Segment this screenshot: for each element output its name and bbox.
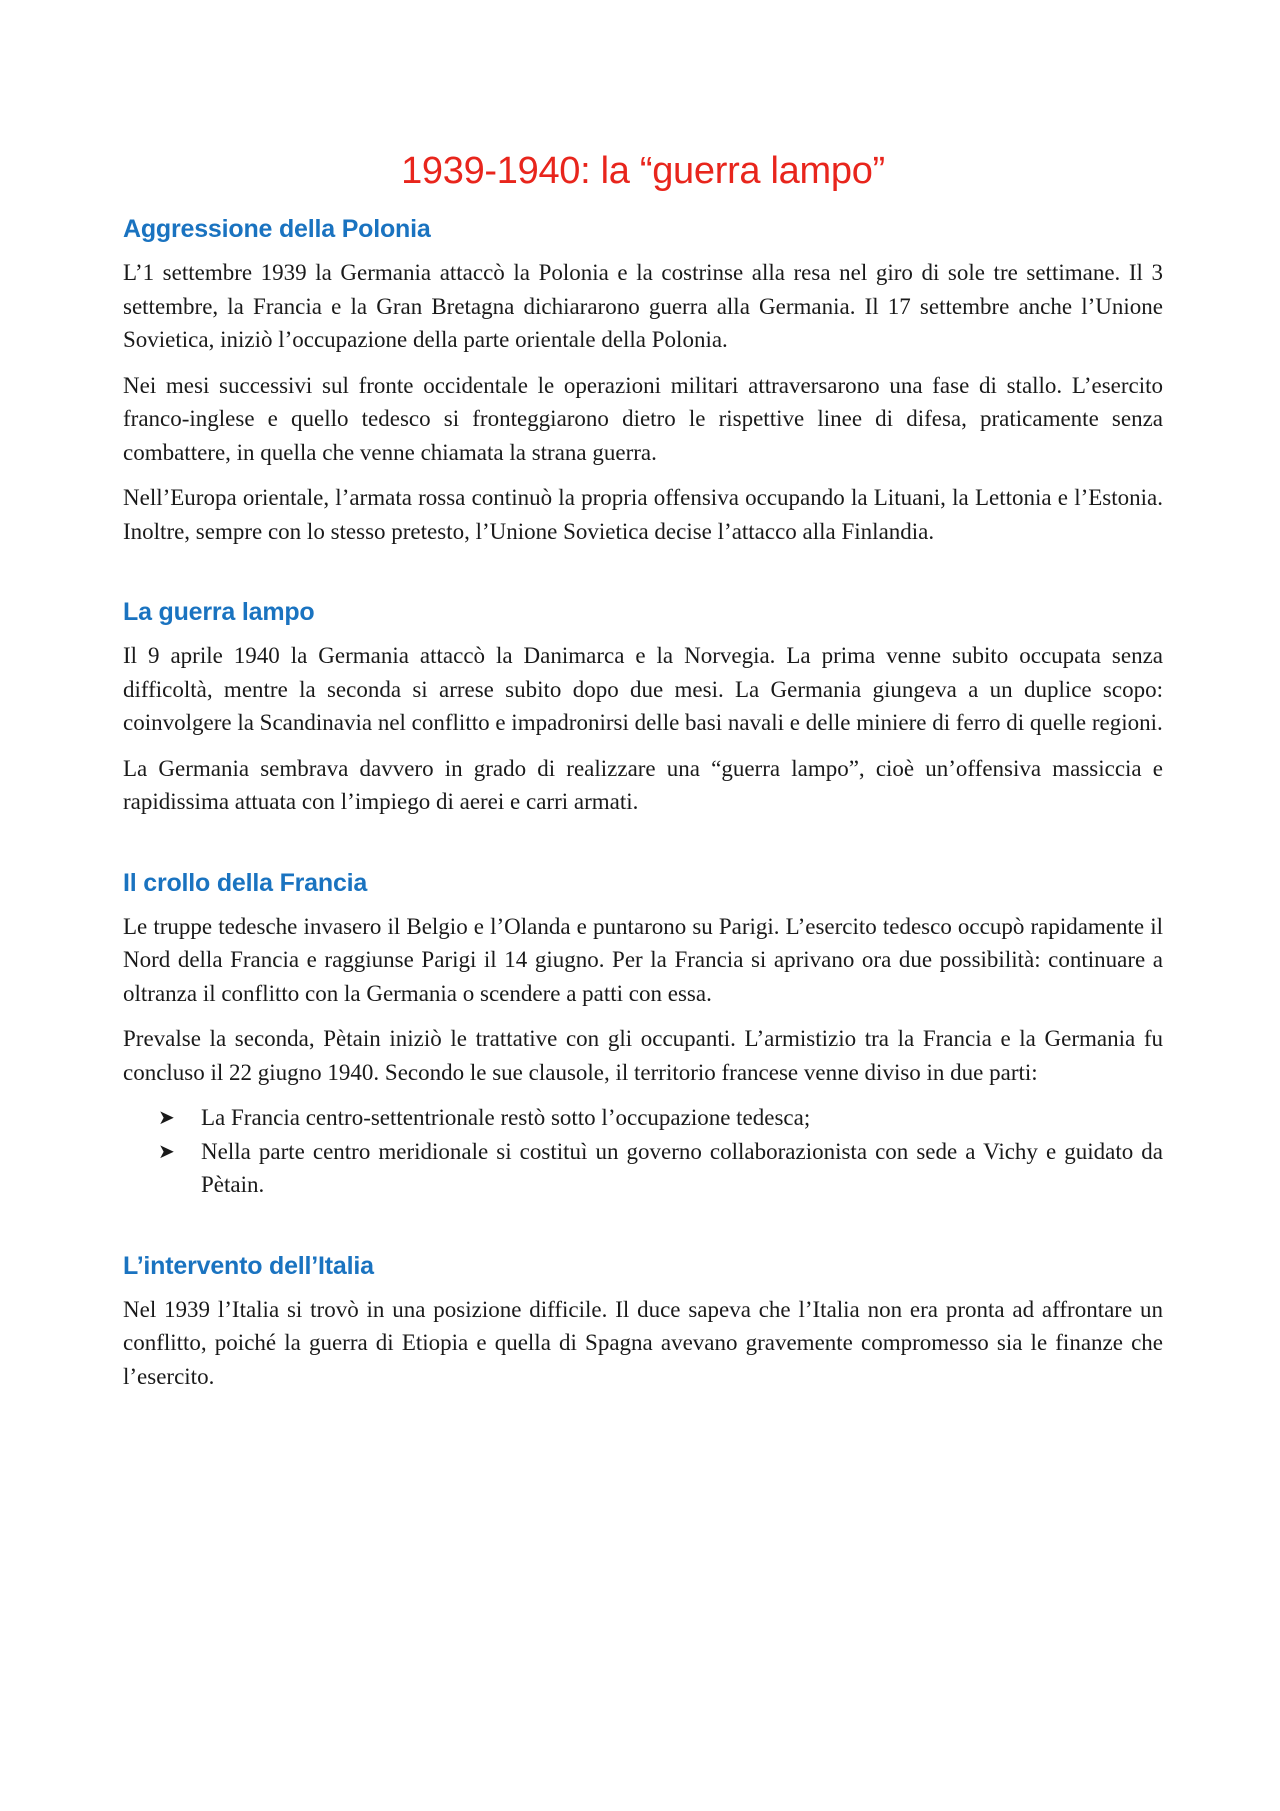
section-heading: Il crollo della Francia [123, 868, 368, 897]
bullet-list [123, 1101, 1163, 1202]
section-heading: Aggressione della Polonia [123, 215, 431, 243]
section-crollo-francia [123, 869, 1163, 1202]
paragraph: L’1 settembre 1939 la Germania attaccò la Polonia e la costrinse alla resa nel giro di sole tre settimane. Il 3 settembre, la Francia e la Gran Bretagna dichiararono guerra alla Germania. Il 17 settembre anche l’Unione Sovietica, iniziò l’occupazione della parte orientale della Polonia. [123, 260, 1163, 352]
page-title: 1939-1940: la “guerra lampo” [401, 150, 885, 192]
section-intervento-italia [123, 1252, 1163, 1394]
list-item [158, 1101, 1163, 1135]
paragraph: Prevalse la seconda, Pètain iniziò le trattative con gli occupanti. L’armistizio tra la Francia e la Germania fu concluso il 22 giugno 1940. Secondo le sue clausole, il territorio francese venne diviso in due parti: [123, 1026, 1163, 1085]
section-heading: L’intervento dell’Italia [123, 1251, 374, 1280]
list-item [158, 1135, 1163, 1202]
arrowhead-bullet-icon: ➤ [158, 1138, 175, 1163]
paragraph: Nei mesi successivi sul fronte occidentale le operazioni militari attraversarono una fase di stallo. L’esercito franco-inglese e quello tedesco si fronteggiarono dietro le rispettive linee di difesa, praticamente senza combattere, in quella che venne chiamata la strana guerra. [123, 372, 1163, 465]
paragraph: Nell’Europa orientale, l’armata rossa continuò la propria offensiva occupando la Lituani, la Lettonia e l’Estonia. Inoltre, sempre con lo stesso pretesto, l’Unione Sovietica decise l’attacco alla Finlandia. [123, 485, 1163, 544]
paragraph: Nel 1939 l’Italia si trovò in una posizione difficile. Il duce sapeva che l’Italia non era pronta ad affrontare un conflitto, poiché la guerra di Etiopia e quella di Spagna avevano gravemente compromesso sia le finanze che l’esercito. [123, 1296, 1163, 1389]
document-page [123, 150, 1163, 1405]
list-item-text: La Francia centro-settentrionale restò sotto l’occupazione tedesca; [201, 1105, 811, 1130]
list-item-text: Nella parte centro meridionale si costituì un governo collaborazionista con sede a Vichy e guidato da Pètain. [201, 1138, 1163, 1197]
section-aggressione-polonia [123, 215, 1163, 548]
section-heading: La guerra lampo [123, 598, 315, 626]
paragraph: La Germania sembrava davvero in grado di realizzare una “guerra lampo”, cioè un’offensiva massiccia e rapidissima attuata con l’impiego di aerei e carri armati. [123, 755, 1163, 814]
arrowhead-bullet-icon: ➤ [158, 1105, 175, 1129]
paragraph: Il 9 aprile 1940 la Germania attaccò la Danimarca e la Norvegia. La prima venne subito occupata senza difficoltà, mentre la seconda si arrese subito dopo due mesi. La Germania giungeva a un duplice scopo: coinvolgere la Scandinavia nel conflitto e impadronirsi delle basi navali e delle miniere di ferro di quelle regioni. [123, 643, 1163, 735]
paragraph: Le truppe tedesche invasero il Belgio e l’Olanda e puntarono su Parigi. L’esercito tedesco occupò rapidamente il Nord della Francia e raggiunse Parigi il 14 giugno. Per la Francia si aprivano ora due possibilità: continuare a oltranza il conflitto con la Germania o scendere a patti con essa. [123, 913, 1163, 1006]
section-guerra-lampo [123, 598, 1163, 819]
